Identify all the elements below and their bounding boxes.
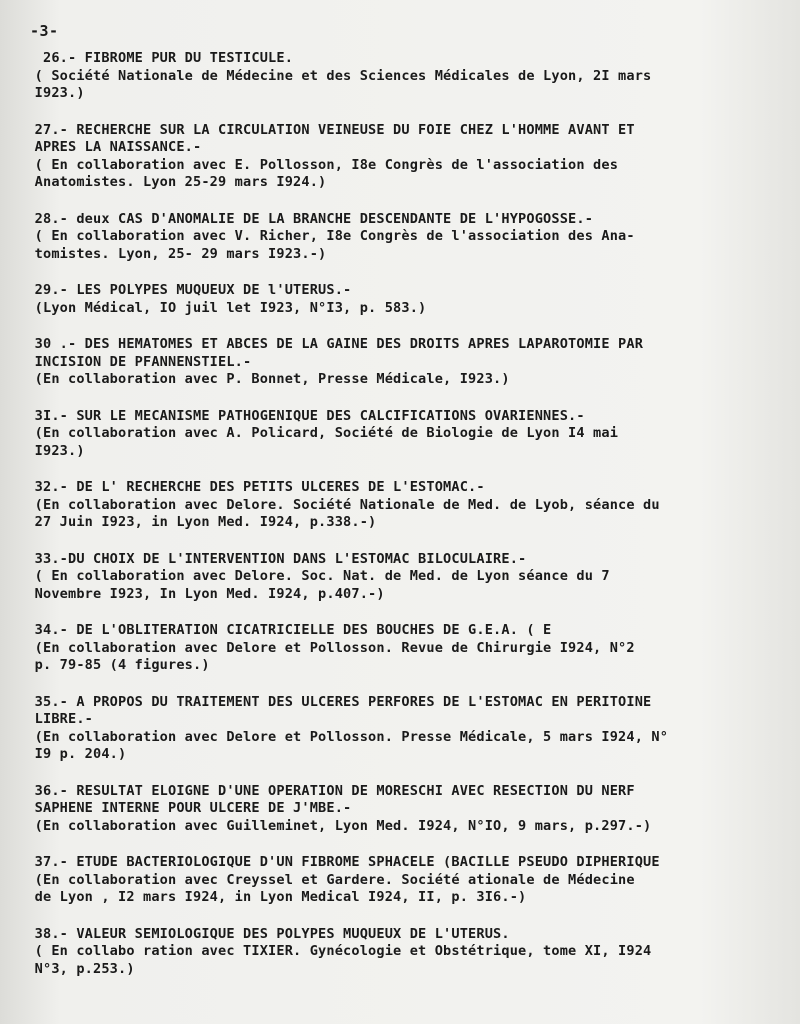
bibliography-list [18, 50, 788, 997]
bibliography-entry [18, 551, 788, 604]
entry-text-line: APRES LA NAISSANCE.- [18, 139, 202, 155]
entry-title-line: 38.- VALEUR SEMIOLOGIQUE DES POLYPES MUQUEUX DE L'UTERUS. [18, 925, 510, 942]
bibliography-entry [18, 50, 788, 103]
entry-text-line: (En collaboration avec Guilleminet, Lyon Med. I924, N°IO, 9 mars, p.297.-) [18, 817, 652, 834]
bibliography-entry [18, 211, 788, 264]
entry-text-line: de Lyon , I2 mars I924, in Lyon Medical I924, II, p. 3I6.-) [18, 889, 527, 905]
entry-text-line: ( En collaboration avec Delore. Soc. Nat. de Med. de Lyon séance du 7 [18, 568, 610, 584]
bibliography-entry [18, 622, 788, 675]
bibliography-entry [18, 282, 788, 317]
entry-text-line: I923.) [18, 85, 85, 101]
bibliography-entry [18, 479, 788, 532]
entry-text-line: (En collaboration avec P. Bonnet, Presse Médicale, I923.) [18, 371, 510, 387]
entry-text-line: SAPHENE INTERNE POUR ULCERE DE J'MBE.- [18, 800, 352, 816]
entry-text-line: (Lyon Médical, IO juil let I923, N°I3, p. 583.) [18, 299, 427, 316]
entry-text-line: I9 p. 204.) [18, 746, 127, 762]
entry-title-line: 29.- LES POLYPES MUQUEUX DE l'UTERUS.- [18, 282, 352, 298]
entry-text-line: (En collaboration avec A. Policard, Société de Biologie de Lyon I4 mai [18, 425, 619, 441]
entry-text-line: Anatomistes. Lyon 25-29 mars I924.) [18, 174, 327, 190]
entry-title-line: 37.- ETUDE BACTERIOLOGIQUE D'UN FIBROME SPHACELE (BACILLE PSEUDO DIPHERIQUE [18, 854, 660, 870]
bibliography-entry [18, 926, 788, 979]
page-number: -3- [30, 22, 59, 40]
entry-title-line: 36.- RESULTAT ELOIGNE D'UNE OPERATION DE MORESCHI AVEC RESECTION DU NERF [18, 782, 635, 799]
entry-text-line: ( En collabo ration avec TIXIER. Gynécologie et Obstétrique, tome XI, I924 [18, 943, 652, 959]
entry-text-line: ( En collaboration avec E. Pollosson, I8e Congrès de l'association des [18, 156, 619, 173]
entry-title-line: 32.- DE L' RECHERCHE DES PETITS ULCERES DE L'ESTOMAC.- [18, 479, 485, 495]
bibliography-entry [18, 694, 788, 764]
entry-text-line: 27 Juin I923, in Lyon Med. I924, p.338.-) [18, 514, 377, 530]
bibliography-entry [18, 122, 788, 192]
bibliography-entry [18, 408, 788, 461]
entry-text-line: (En collaboration avec Delore. Société Nationale de Med. de Lyob, séance du [18, 496, 660, 513]
entry-text-line: (En collaboration avec Creyssel et Gardere. Société ationale de Médecine [18, 871, 635, 888]
entry-title-line: 33.-DU CHOIX DE L'INTERVENTION DANS L'ESTOMAC BILOCULAIRE.- [18, 550, 527, 567]
entry-text-line: (En collaboration avec Delore et Pollosson. Revue de Chirurgie I924, N°2 [18, 639, 635, 656]
entry-text-line: tomistes. Lyon, 25- 29 mars I923.-) [18, 245, 327, 262]
entry-title-line: 30 .- DES HEMATOMES ET ABCES DE LA GAINE DES DROITS APRES LAPAROTOMIE PAR [18, 336, 644, 352]
bibliography-entry [18, 783, 788, 836]
bibliography-entry [18, 854, 788, 907]
entry-title-line: 26.- FIBROME PUR DU TESTICULE. [18, 50, 294, 66]
entry-title-line: 34.- DE L'OBLITERATION CICATRICIELLE DES BOUCHES DE G.E.A. ( E [18, 622, 552, 638]
entry-text-line: LIBRE.- [18, 711, 94, 727]
entry-title-line: 35.- A PROPOS DU TRAITEMENT DES ULCERES PERFORES DE L'ESTOMAC EN PERITOINE [18, 693, 652, 710]
entry-text-line: I923.) [18, 442, 85, 459]
entry-text-line: ( Société Nationale de Médecine et des Sciences Médicales de Lyon, 2I mars [18, 67, 652, 84]
entry-text-line: N°3, p.253.) [18, 960, 135, 977]
entry-text-line: p. 79-85 (4 figures.) [18, 657, 210, 673]
entry-text-line: Novembre I923, In Lyon Med. I924, p.407.-) [18, 585, 385, 602]
bibliography-entry [18, 336, 788, 389]
entry-text-line: INCISION DE PFANNENSTIEL.- [18, 353, 252, 370]
entry-title-line: 27.- RECHERCHE SUR LA CIRCULATION VEINEUSE DU FOIE CHEZ L'HOMME AVANT ET [18, 121, 635, 138]
entry-text-line: ( En collaboration avec V. Richer, I8e Congrès de l'association des Ana- [18, 228, 635, 244]
entry-text-line: (En collaboration avec Delore et Pollosson. Presse Médicale, 5 mars I924, N° [18, 728, 669, 745]
entry-title-line: 28.- deux CAS D'ANOMALIE DE LA BRANCHE DESCENDANTE DE L'HYPOGOSSE.- [18, 210, 594, 227]
entry-title-line: 3I.- SUR LE MECANISME PATHOGENIQUE DES CALCIFICATIONS OVARIENNES.- [18, 407, 585, 424]
